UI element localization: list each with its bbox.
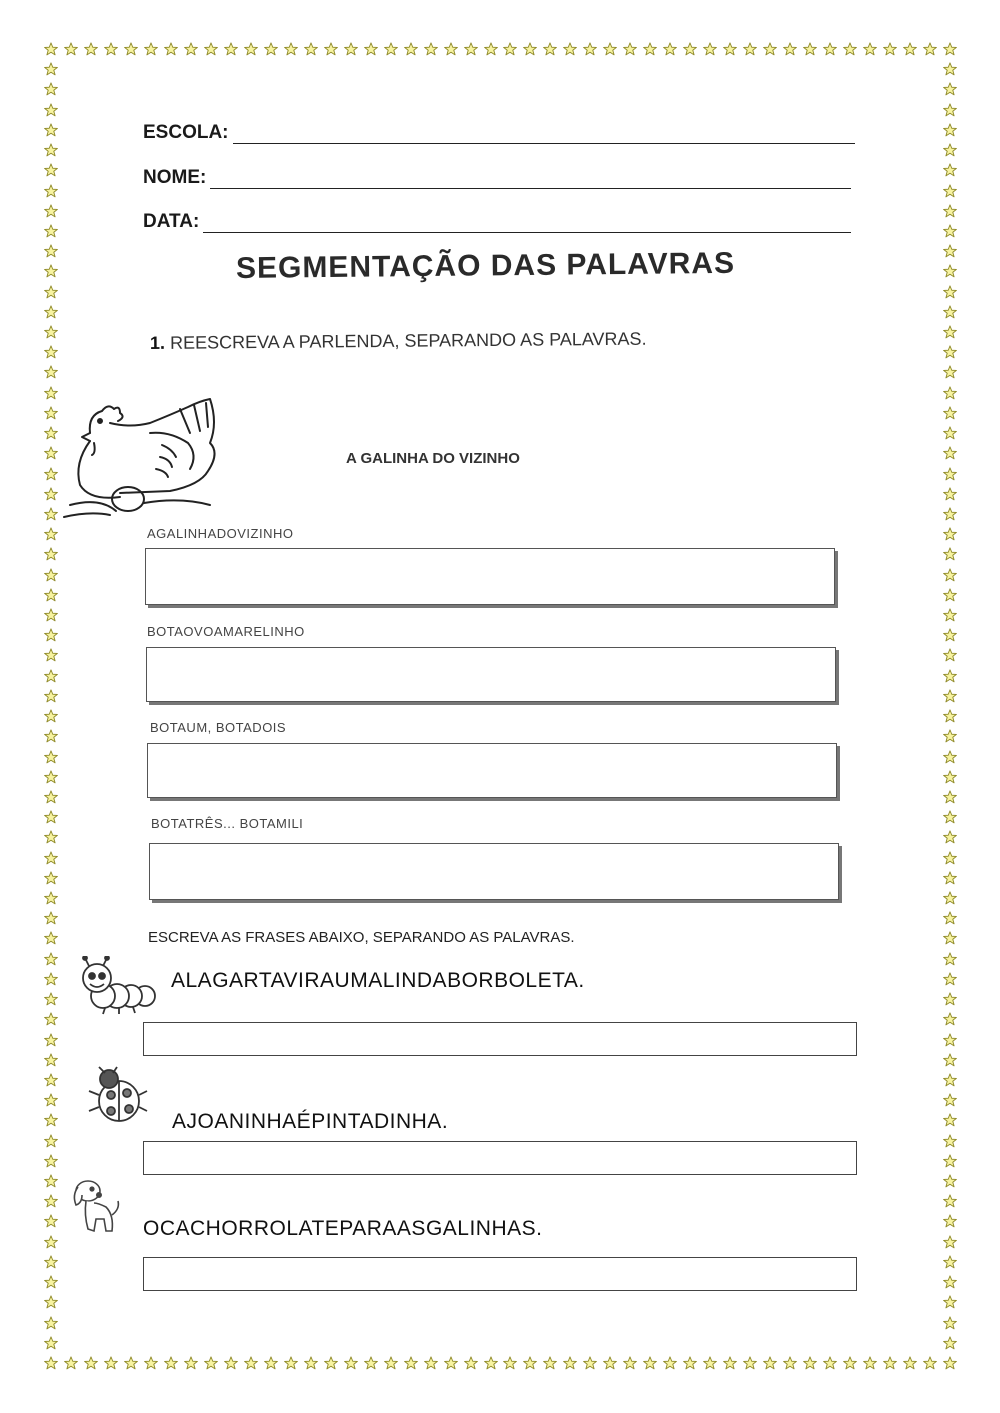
school-label: ESCOLA: bbox=[143, 122, 229, 143]
star-icon bbox=[44, 871, 58, 885]
star-icon bbox=[523, 1356, 537, 1370]
star-icon bbox=[943, 1053, 957, 1067]
question-1-text: REESCREVA A PARLENDA, SEPARANDO AS PALAVRAS. bbox=[169, 328, 647, 353]
star-icon bbox=[44, 1093, 58, 1107]
star-icon bbox=[943, 163, 957, 177]
star-icon bbox=[943, 143, 957, 157]
star-icon bbox=[943, 1154, 957, 1168]
star-icon bbox=[943, 1012, 957, 1026]
star-icon bbox=[943, 1113, 957, 1127]
star-icon bbox=[44, 1316, 58, 1330]
poem-line-4: BOTATRÊS... BOTAMILI bbox=[151, 816, 304, 831]
star-icon bbox=[44, 1053, 58, 1067]
star-icon bbox=[104, 1356, 118, 1370]
star-icon bbox=[943, 467, 957, 481]
star-icon bbox=[464, 42, 478, 56]
sentence-1: ALAGARTAVIRAUMALINDABORBOLETA. bbox=[171, 969, 585, 992]
star-icon bbox=[44, 123, 58, 137]
poem-line-3: BOTAUM, BOTADOIS bbox=[150, 720, 287, 735]
star-icon bbox=[783, 1356, 797, 1370]
star-icon bbox=[44, 1012, 58, 1026]
star-icon bbox=[44, 729, 58, 743]
star-icon bbox=[943, 487, 957, 501]
star-icon bbox=[44, 1255, 58, 1269]
star-icon bbox=[44, 42, 58, 56]
star-icon bbox=[344, 1356, 358, 1370]
star-icon bbox=[763, 42, 777, 56]
star-icon bbox=[44, 628, 58, 642]
name-line[interactable] bbox=[210, 170, 851, 189]
star-icon bbox=[44, 487, 58, 501]
star-icon bbox=[384, 42, 398, 56]
star-icon bbox=[44, 305, 58, 319]
star-icon bbox=[823, 42, 837, 56]
star-icon bbox=[364, 42, 378, 56]
star-icon bbox=[743, 42, 757, 56]
star-icon bbox=[603, 42, 617, 56]
star-icon bbox=[224, 1356, 238, 1370]
star-icon bbox=[743, 1356, 757, 1370]
star-icon bbox=[44, 1275, 58, 1289]
star-icon bbox=[44, 82, 58, 96]
star-icon bbox=[44, 1154, 58, 1168]
star-icon bbox=[543, 42, 557, 56]
star-icon bbox=[903, 42, 917, 56]
star-icon bbox=[863, 42, 877, 56]
star-icon bbox=[723, 1356, 737, 1370]
date-field[interactable] bbox=[143, 211, 851, 233]
star-icon bbox=[84, 1356, 98, 1370]
star-icon bbox=[943, 345, 957, 359]
star-icon bbox=[943, 1336, 957, 1350]
star-icon bbox=[64, 1356, 78, 1370]
star-icon bbox=[643, 42, 657, 56]
star-icon bbox=[484, 1356, 498, 1370]
star-icon bbox=[943, 325, 957, 339]
star-icon bbox=[384, 1356, 398, 1370]
star-icon bbox=[703, 42, 717, 56]
star-icon bbox=[943, 1316, 957, 1330]
star-icon bbox=[583, 1356, 597, 1370]
star-icon bbox=[943, 972, 957, 986]
star-icon bbox=[44, 264, 58, 278]
star-icon bbox=[44, 426, 58, 440]
star-icon bbox=[44, 608, 58, 622]
date-label: DATA: bbox=[143, 211, 200, 232]
star-icon bbox=[44, 285, 58, 299]
star-icon bbox=[44, 325, 58, 339]
star-icon bbox=[723, 42, 737, 56]
star-icon bbox=[144, 1356, 158, 1370]
star-icon bbox=[484, 42, 498, 56]
star-icon bbox=[803, 1356, 817, 1370]
star-icon bbox=[923, 42, 937, 56]
star-icon bbox=[943, 386, 957, 400]
sentence-3: OCACHORROLATEPARAASGALINHAS. bbox=[143, 1217, 543, 1240]
star-icon bbox=[943, 911, 957, 925]
star-icon bbox=[883, 1356, 897, 1370]
name-field[interactable] bbox=[143, 167, 851, 189]
star-icon bbox=[943, 830, 957, 844]
star-icon bbox=[44, 365, 58, 379]
star-icon bbox=[144, 42, 158, 56]
star-icon bbox=[424, 42, 438, 56]
star-icon bbox=[643, 1356, 657, 1370]
star-icon bbox=[184, 1356, 198, 1370]
star-icon bbox=[583, 42, 597, 56]
star-icon bbox=[523, 42, 537, 56]
star-icon bbox=[44, 446, 58, 460]
star-icon bbox=[563, 42, 577, 56]
star-icon bbox=[943, 184, 957, 198]
star-icon bbox=[44, 1295, 58, 1309]
star-icon bbox=[943, 1214, 957, 1228]
poem-answer-box-1[interactable] bbox=[145, 548, 835, 605]
star-icon bbox=[943, 62, 957, 76]
star-icon bbox=[943, 1134, 957, 1148]
star-icon bbox=[943, 1255, 957, 1269]
star-icon bbox=[44, 992, 58, 1006]
star-icon bbox=[44, 1134, 58, 1148]
star-icon bbox=[943, 689, 957, 703]
star-icon bbox=[943, 608, 957, 622]
poem-answer-box-4[interactable] bbox=[149, 843, 839, 900]
star-icon bbox=[324, 42, 338, 56]
star-icon bbox=[44, 750, 58, 764]
star-icon bbox=[44, 891, 58, 905]
poem-line-1: AGALINHADOVIZINHO bbox=[147, 526, 294, 541]
star-icon bbox=[943, 264, 957, 278]
star-icon bbox=[943, 285, 957, 299]
star-icon bbox=[44, 406, 58, 420]
star-icon bbox=[84, 42, 98, 56]
star-icon bbox=[44, 1214, 58, 1228]
star-icon bbox=[783, 42, 797, 56]
star-icon bbox=[44, 689, 58, 703]
star-icon bbox=[44, 1356, 58, 1370]
star-icon bbox=[623, 42, 637, 56]
star-icon bbox=[943, 1033, 957, 1047]
star-icon bbox=[943, 1275, 957, 1289]
star-icon bbox=[424, 1356, 438, 1370]
star-icon bbox=[44, 163, 58, 177]
hen-icon bbox=[60, 393, 230, 523]
star-icon bbox=[543, 1356, 557, 1370]
star-icon bbox=[943, 628, 957, 642]
star-icon bbox=[44, 911, 58, 925]
date-line[interactable] bbox=[203, 214, 851, 233]
star-icon bbox=[44, 972, 58, 986]
poem-answer-box-3[interactable] bbox=[147, 743, 837, 798]
star-icon bbox=[943, 810, 957, 824]
star-icon bbox=[464, 1356, 478, 1370]
star-icon bbox=[124, 1356, 138, 1370]
star-icon bbox=[44, 830, 58, 844]
star-icon bbox=[44, 62, 58, 76]
question-1-number: 1. bbox=[149, 332, 166, 353]
caterpillar-icon bbox=[75, 956, 160, 1016]
star-icon bbox=[943, 1073, 957, 1087]
star-icon bbox=[44, 568, 58, 582]
dog-icon bbox=[68, 1175, 123, 1240]
star-icon bbox=[763, 1356, 777, 1370]
star-icon bbox=[623, 1356, 637, 1370]
star-icon bbox=[44, 143, 58, 157]
star-icon bbox=[44, 1194, 58, 1208]
star-icon bbox=[44, 184, 58, 198]
star-icon bbox=[903, 1356, 917, 1370]
star-icon bbox=[943, 365, 957, 379]
star-icon bbox=[44, 851, 58, 865]
star-icon bbox=[284, 1356, 298, 1370]
star-icon bbox=[943, 42, 957, 56]
star-icon bbox=[44, 588, 58, 602]
star-icon bbox=[943, 103, 957, 117]
star-icon bbox=[943, 507, 957, 521]
star-icon bbox=[943, 547, 957, 561]
star-icon bbox=[44, 1336, 58, 1350]
star-icon bbox=[244, 42, 258, 56]
star-icon bbox=[663, 42, 677, 56]
star-icon bbox=[943, 82, 957, 96]
star-icon bbox=[943, 1295, 957, 1309]
star-icon bbox=[44, 386, 58, 400]
star-icon bbox=[44, 345, 58, 359]
poem-line-2: BOTAOVOAMARELINHO bbox=[147, 624, 305, 639]
star-icon bbox=[404, 42, 418, 56]
star-icon bbox=[603, 1356, 617, 1370]
star-icon bbox=[224, 42, 238, 56]
school-line[interactable] bbox=[233, 125, 856, 144]
star-icon bbox=[943, 750, 957, 764]
star-icon bbox=[803, 42, 817, 56]
sentence-2: AJOANINHAÉPINTADINHA. bbox=[172, 1110, 449, 1133]
star-icon bbox=[943, 1235, 957, 1249]
poem-answer-box-2[interactable] bbox=[146, 647, 836, 702]
star-icon bbox=[164, 1356, 178, 1370]
star-icon bbox=[943, 1356, 957, 1370]
star-icon bbox=[943, 931, 957, 945]
star-icon bbox=[204, 42, 218, 56]
star-icon bbox=[44, 648, 58, 662]
star-icon bbox=[923, 1356, 937, 1370]
star-icon bbox=[44, 467, 58, 481]
star-icon bbox=[943, 1174, 957, 1188]
star-icon bbox=[563, 1356, 577, 1370]
star-icon bbox=[44, 709, 58, 723]
star-icon bbox=[943, 244, 957, 258]
star-icon bbox=[44, 1033, 58, 1047]
star-icon bbox=[943, 1093, 957, 1107]
star-icon bbox=[823, 1356, 837, 1370]
star-icon bbox=[444, 1356, 458, 1370]
star-icon bbox=[943, 224, 957, 238]
star-icon bbox=[843, 42, 857, 56]
star-icon bbox=[943, 648, 957, 662]
page-title: SEGMENTAÇÃO DAS PALAVRAS bbox=[235, 246, 736, 285]
star-icon bbox=[44, 1113, 58, 1127]
star-icon bbox=[264, 42, 278, 56]
star-icon bbox=[943, 669, 957, 683]
name-label: NOME: bbox=[143, 167, 207, 188]
star-icon bbox=[503, 42, 517, 56]
poem-title: A GALINHA DO VIZINHO bbox=[346, 450, 520, 467]
sentence-answer-box-3[interactable] bbox=[143, 1257, 857, 1291]
star-icon bbox=[284, 42, 298, 56]
star-icon bbox=[244, 1356, 258, 1370]
star-icon bbox=[943, 729, 957, 743]
ladybug-icon bbox=[85, 1065, 150, 1130]
star-icon bbox=[943, 446, 957, 460]
star-icon bbox=[444, 42, 458, 56]
star-icon bbox=[44, 810, 58, 824]
star-icon bbox=[44, 952, 58, 966]
star-icon bbox=[44, 527, 58, 541]
star-icon bbox=[44, 1073, 58, 1087]
star-icon bbox=[44, 1235, 58, 1249]
star-icon bbox=[943, 426, 957, 440]
star-icon bbox=[44, 931, 58, 945]
star-icon bbox=[44, 770, 58, 784]
star-icon bbox=[304, 1356, 318, 1370]
star-icon bbox=[943, 871, 957, 885]
star-icon bbox=[44, 507, 58, 521]
star-icon bbox=[943, 204, 957, 218]
star-icon bbox=[943, 770, 957, 784]
star-icon bbox=[64, 42, 78, 56]
star-icon bbox=[843, 1356, 857, 1370]
star-icon bbox=[44, 669, 58, 683]
star-icon bbox=[663, 1356, 677, 1370]
star-icon bbox=[44, 204, 58, 218]
star-icon bbox=[943, 527, 957, 541]
star-icon bbox=[44, 224, 58, 238]
star-icon bbox=[44, 1174, 58, 1188]
star-icon bbox=[344, 42, 358, 56]
star-icon bbox=[943, 891, 957, 905]
star-icon bbox=[204, 1356, 218, 1370]
instruction: ESCREVA AS FRASES ABAIXO, SEPARANDO AS PALAVRAS. bbox=[148, 929, 575, 946]
star-icon bbox=[104, 42, 118, 56]
star-icon bbox=[44, 547, 58, 561]
star-icon bbox=[503, 1356, 517, 1370]
star-icon bbox=[943, 305, 957, 319]
star-icon bbox=[703, 1356, 717, 1370]
star-icon bbox=[304, 42, 318, 56]
school-field[interactable] bbox=[143, 122, 855, 144]
star-icon bbox=[943, 709, 957, 723]
star-icon bbox=[164, 42, 178, 56]
sentence-answer-box-1[interactable] bbox=[143, 1022, 857, 1056]
star-icon bbox=[364, 1356, 378, 1370]
star-icon bbox=[44, 103, 58, 117]
star-icon bbox=[863, 1356, 877, 1370]
sentence-answer-box-2[interactable] bbox=[143, 1141, 857, 1175]
star-icon bbox=[883, 42, 897, 56]
star-icon bbox=[683, 1356, 697, 1370]
star-icon bbox=[943, 851, 957, 865]
star-icon bbox=[44, 790, 58, 804]
star-icon bbox=[943, 1194, 957, 1208]
star-icon bbox=[124, 42, 138, 56]
star-icon bbox=[184, 42, 198, 56]
star-icon bbox=[943, 568, 957, 582]
star-icon bbox=[943, 992, 957, 1006]
star-icon bbox=[943, 790, 957, 804]
star-icon bbox=[44, 244, 58, 258]
question-1 bbox=[150, 329, 647, 354]
star-icon bbox=[683, 42, 697, 56]
star-icon bbox=[264, 1356, 278, 1370]
star-icon bbox=[324, 1356, 338, 1370]
star-icon bbox=[404, 1356, 418, 1370]
star-icon bbox=[943, 588, 957, 602]
star-icon bbox=[943, 123, 957, 137]
star-icon bbox=[943, 952, 957, 966]
star-icon bbox=[943, 406, 957, 420]
